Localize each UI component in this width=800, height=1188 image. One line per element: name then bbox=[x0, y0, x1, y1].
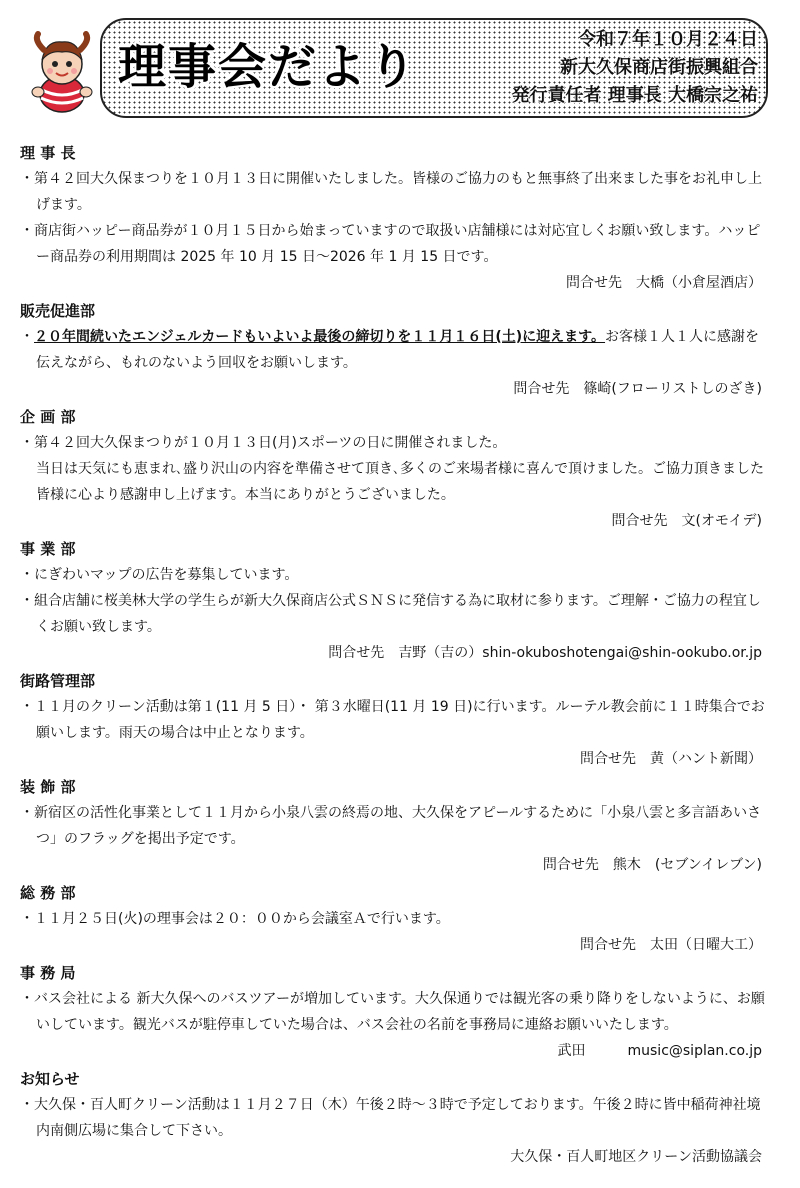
contact-line: 問合せ先 篠崎(フローリストしのざき) bbox=[513, 381, 762, 397]
section-title: 企 画 部 bbox=[20, 408, 76, 426]
section-title: お知らせ bbox=[20, 1070, 80, 1088]
list-item: ・新宿区の活性化事業として１１月から小泉八雲の終焉の地、大久保をアピールするために「小泉八雲と多言語あいさつ」のフラッグを掲出予定です。 bbox=[20, 805, 762, 847]
section-sales bbox=[20, 298, 768, 402]
list-item: ・大久保・百人町クリーン活動は１１月２７日（木）午後２時～３時で予定しております。午後２時に皆中稲荷神社境内南側広場に集合して下さい。 bbox=[20, 1097, 761, 1139]
list-item: 当日は天気にも恵まれ､盛り沢山の内容を準備させて頂き､多くのご来場者様に喜んで頂けました。ご協力頂きました皆様に心より感謝申し上げます。本当にありがとうございました。 bbox=[36, 461, 764, 503]
section-title: 事 業 部 bbox=[20, 540, 76, 558]
contact-line: 問合せ先 熊木 (セブンイレブン) bbox=[542, 857, 762, 873]
contact-line: 問合せ先 黄（ハント新聞） bbox=[580, 751, 762, 767]
section-office bbox=[20, 960, 768, 1064]
section-business bbox=[20, 536, 768, 666]
section-title: 総 務 部 bbox=[20, 884, 76, 902]
contact-line: 問合せ先 太田（日曜大工） bbox=[580, 937, 762, 953]
contact-line: 問合せ先 文(オモイデ) bbox=[611, 513, 762, 529]
list-item: ・第４２回大久保まつりが１０月１３日(月)スポーツの日に開催されました。 bbox=[20, 435, 507, 451]
section-title: 販売促進部 bbox=[20, 302, 96, 320]
publisher: 発行責任者 理事長 大橋宗之祐 bbox=[511, 85, 758, 106]
list-item: ・第４２回大久保まつりを１０月１３日に開催いたしました。皆様のご協力のもと無事終了出来ました事をお礼申し上げます。 bbox=[20, 171, 762, 213]
section-title: 街路管理部 bbox=[20, 672, 96, 690]
list-item: ・にぎわいマップの広告を募集しています。 bbox=[20, 567, 299, 583]
contact-line: 問合せ先 大橋（小倉屋酒店） bbox=[566, 275, 762, 291]
section-planning bbox=[20, 404, 768, 534]
mascot-character-icon bbox=[24, 30, 100, 116]
contact-line: 問合せ先 吉野（吉の）shin-okuboshotengai@shin-ookubo.or.jp bbox=[328, 645, 762, 661]
section-street bbox=[20, 668, 768, 772]
list-item: ・組合店舗に桜美林大学の学生らが新大久保商店公式ＳＮＳに発信する為に取材に参ります。ご理解・ご協力の程宜しくお願い致します。 bbox=[20, 593, 761, 635]
bullet: ・ bbox=[20, 329, 34, 345]
list-item: ・バス会社による 新大久保へのバスツアーが増加しています。大久保通りでは観光客の乗り降りをしないように、お願いしています。観光バスが駐停車していた場合は、バス会社の名前を事務局に連絡お願いいたします。 bbox=[20, 991, 765, 1033]
section-title: 装 飾 部 bbox=[20, 778, 76, 796]
section-notice bbox=[20, 1066, 768, 1170]
item-text: お客様１人１人に感謝を伝えながら、もれのないよう回収をお願いします。 bbox=[36, 329, 760, 371]
section-title: 理 事 長 bbox=[20, 144, 76, 162]
section-title: 事 務 局 bbox=[20, 964, 76, 982]
list-item: ・商店街ハッピー商品券が１０月１５日から始まっていますので取扱い店舗様には対応宜しくお願い致します。ハッピー商品券の利用期間は 2025 年 10 月 15 日～2026 年 1 月 15 日です。 bbox=[20, 223, 761, 265]
organization-name: 新大久保商店街振興組合 bbox=[560, 57, 758, 78]
highlighted-text: ２０年間続いたエンジェルカードもいよいよ最後の締切りを１１月１６日(土)に迎えます。 bbox=[34, 329, 606, 345]
contact-line: 武田 music@siplan.co.jp bbox=[557, 1043, 762, 1059]
section-decoration bbox=[20, 774, 768, 878]
contact-line: 大久保・百人町地区クリーン活動協議会 bbox=[510, 1149, 762, 1165]
list-item bbox=[20, 324, 768, 376]
issue-date: 令和７年１０月２４日 bbox=[578, 29, 758, 50]
section-general bbox=[20, 880, 768, 958]
header-info bbox=[478, 26, 758, 110]
list-item: ・１１月２５日(火)の理事会は２０：００から会議室Ａで行います。 bbox=[20, 911, 450, 927]
section-chair bbox=[20, 140, 768, 296]
list-item: ・１１月のクリーン活動は第１(11 月 5 日）・ 第３水曜日(11 月 19 日)に行います。ルーテル教会前に１１時集合でお願いします。雨天の場合は中止となります。 bbox=[20, 699, 765, 741]
masthead-title: 理事会だより bbox=[118, 39, 419, 95]
newsletter-body bbox=[20, 138, 768, 1170]
